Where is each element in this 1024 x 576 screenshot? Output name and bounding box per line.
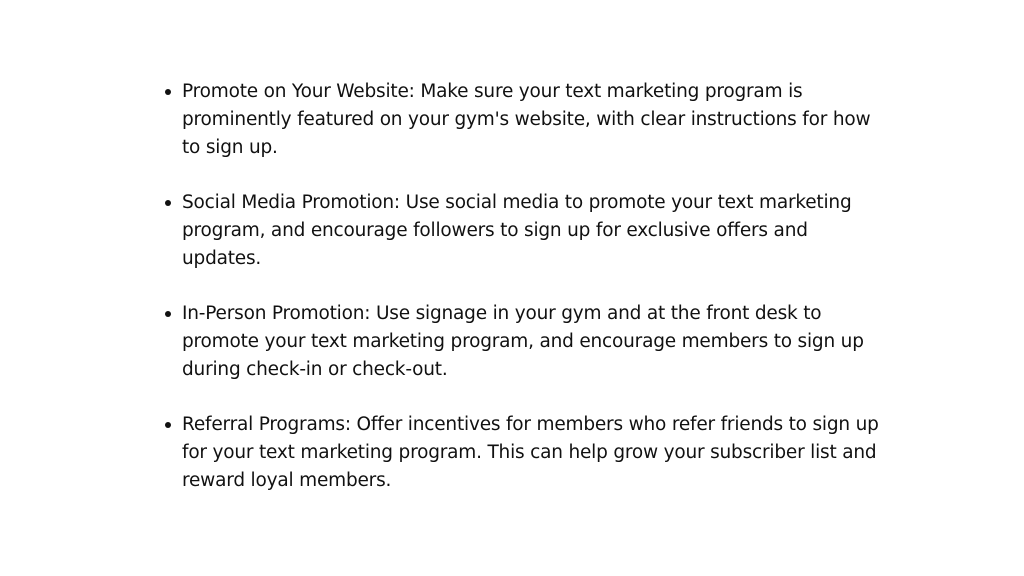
list-item-text: Promote on Your Website: Make sure your text marketing program is prominently featured on your gym's website, with clear instructions for how to sign up.	[182, 81, 871, 158]
bullet-icon	[165, 422, 171, 428]
list-item-text: Referral Programs: Offer incentives for members who refer friends to sign up for your text marketing program. This can help grow your subscriber list and reward loyal members.	[182, 414, 879, 491]
list-item	[163, 411, 883, 495]
bullet-list	[163, 78, 883, 522]
list-item	[163, 189, 883, 273]
bullet-icon	[165, 311, 171, 317]
list-item-text: Social Media Promotion: Use social media to promote your text marketing program, and encourage followers to sign up for exclusive offers and updates.	[182, 192, 852, 269]
list-item	[163, 78, 883, 162]
list-item	[163, 300, 883, 384]
bullet-icon	[165, 200, 171, 206]
list-item-text: In-Person Promotion: Use signage in your gym and at the front desk to promote your text marketing program, and encourage members to sign up during check-in or check-out.	[182, 303, 864, 380]
bullet-icon	[165, 89, 171, 95]
